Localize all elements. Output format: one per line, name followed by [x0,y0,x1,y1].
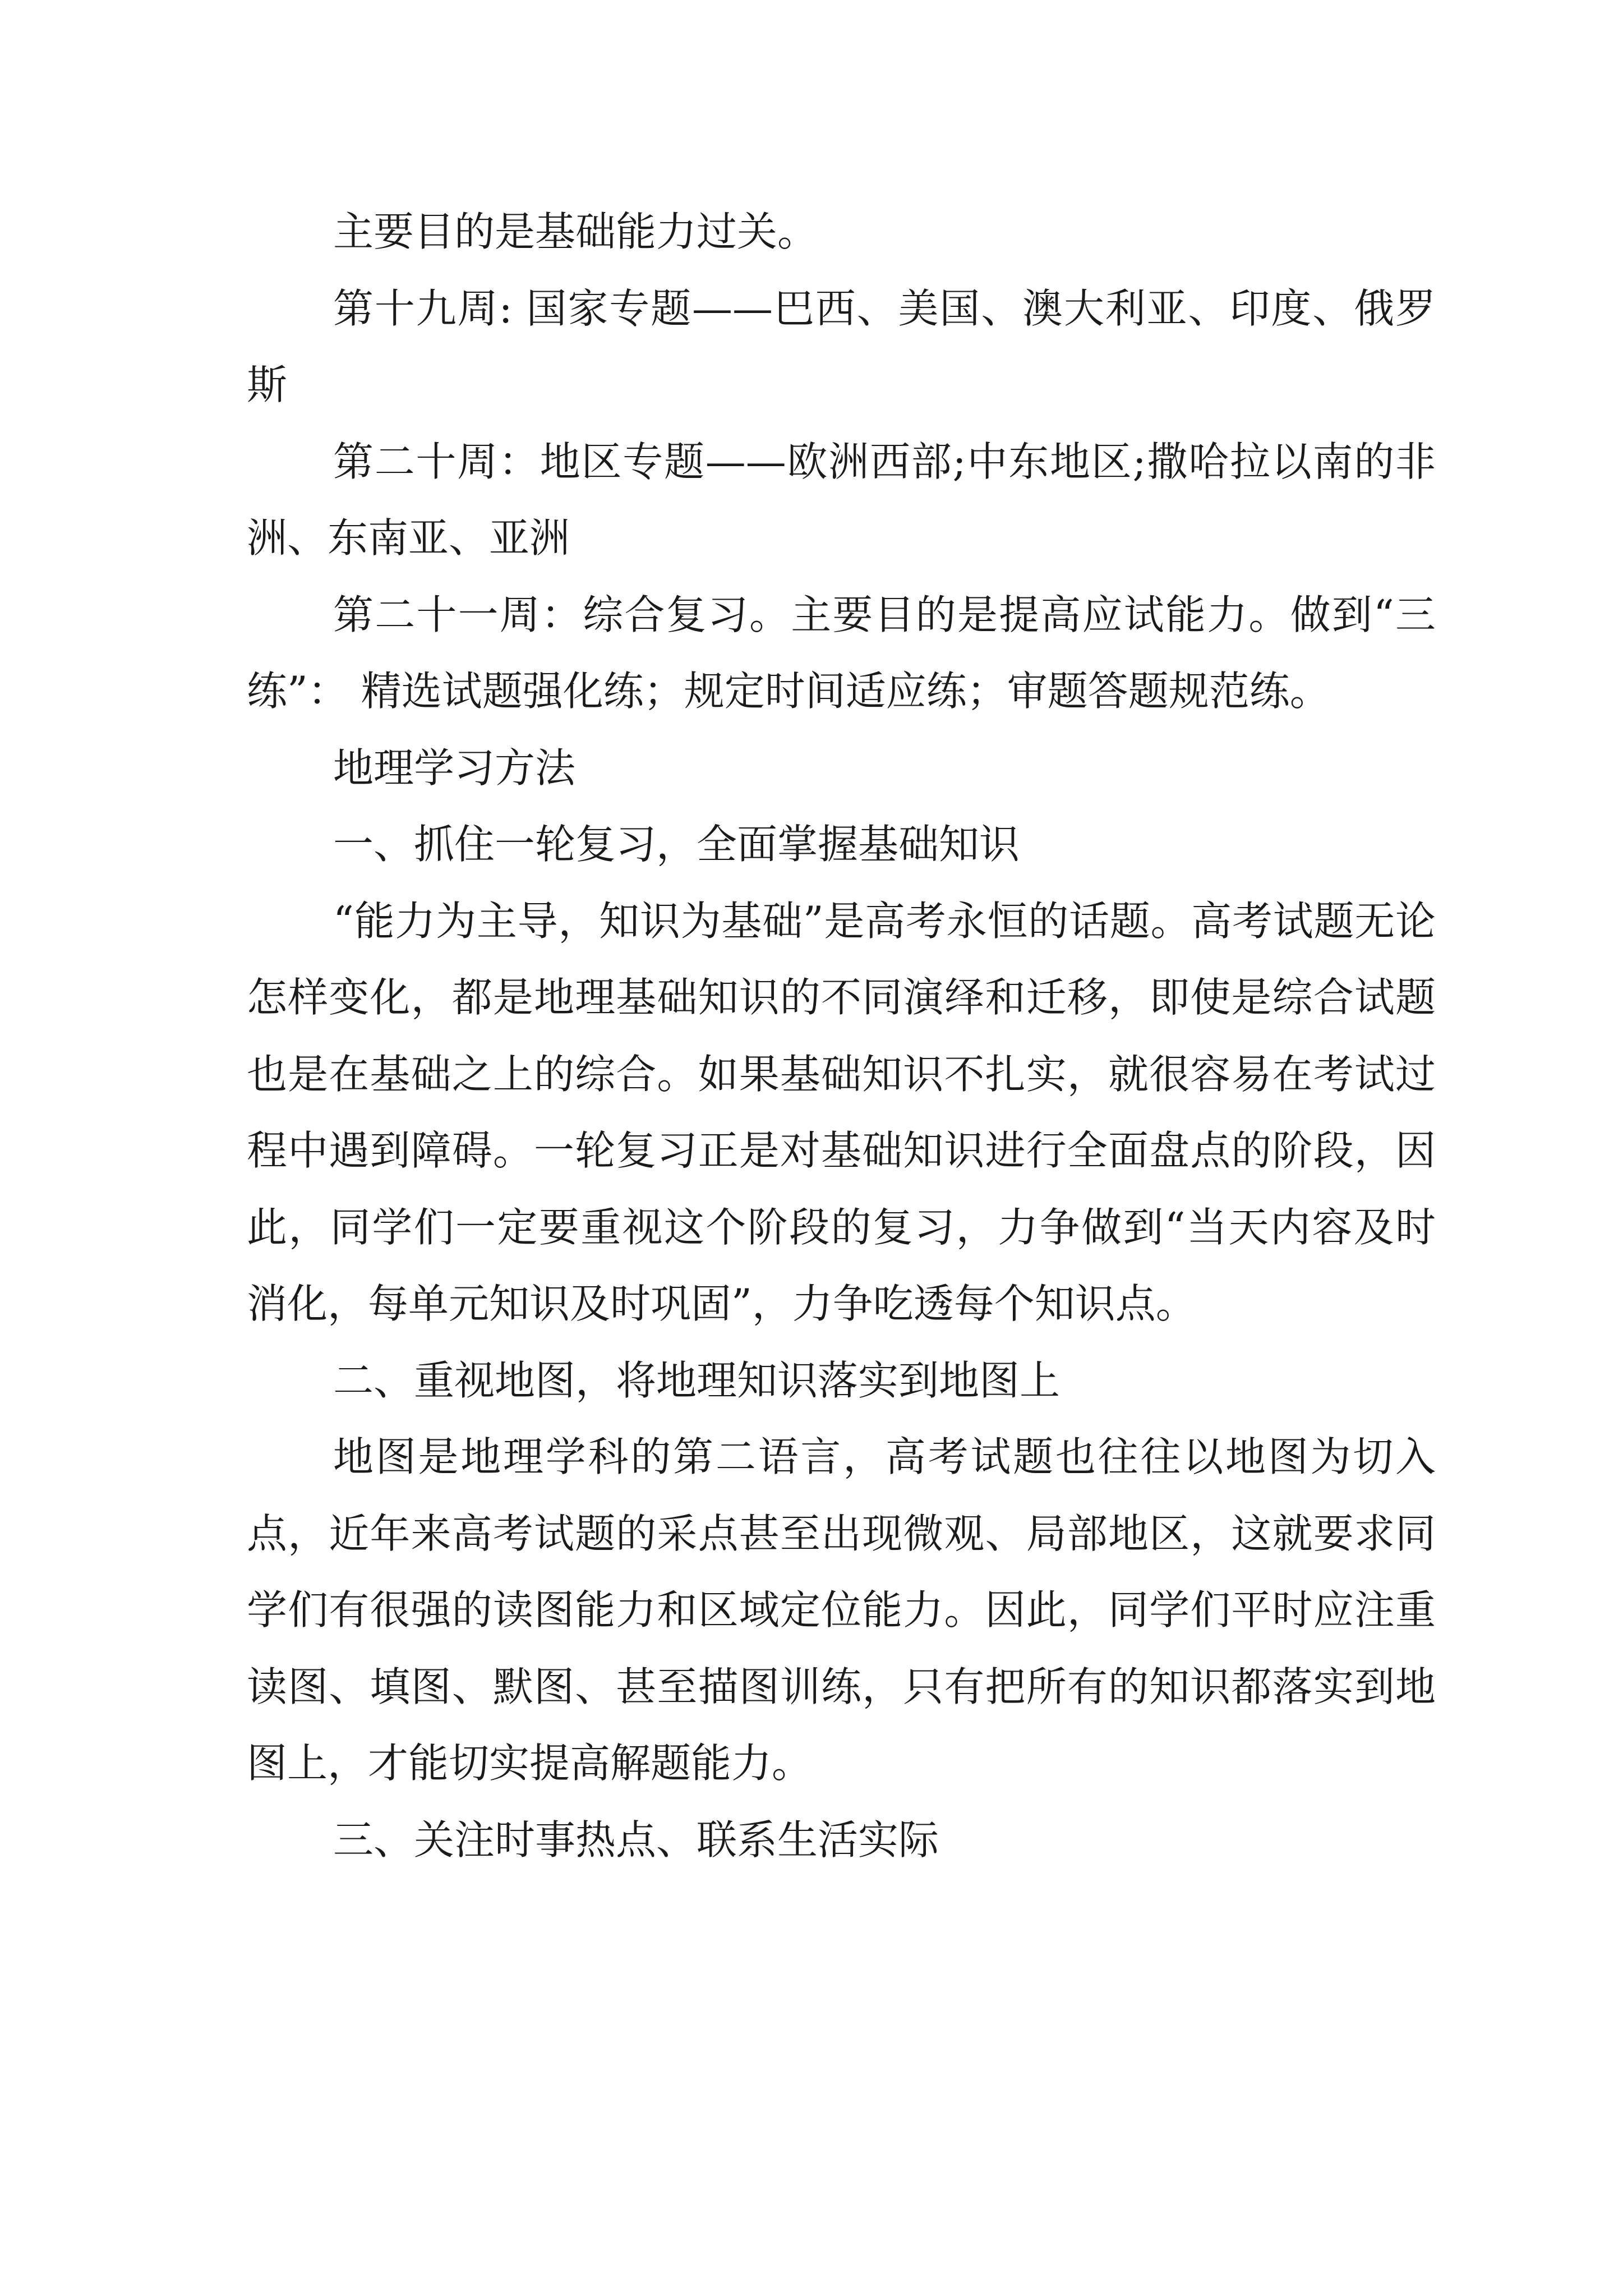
paragraph-week-19: 第十九周: 国家专题——巴西、美国、澳大利亚、印度、俄罗斯 [247,284,1436,408]
paragraph-week-21: 第二十一周：综合复习。主要目的是提高应试能力。做到“三练”： 精选试题强化练；规定时间适应练；审题答题规范练。 [247,591,1436,715]
paragraph-week-20: 第二十周：地区专题——欧洲西部;中东地区;撒哈拉以南的非洲、东南亚、亚洲 [247,438,1436,562]
paragraph-point-1: “能力为主导，知识为基础”是高考永恒的话题。高考试题无论怎样变化，都是地理基础知识的不同演绎和迁移，即使是综合试题也是在基础之上的综合。如果基础知识不扎实，就很容易在考试过程中遇到障碍。一轮复习正是对基础知识进行全面盘点的阶段，因此，同学们一定要重视这个阶段的复习，力争做到“当天内容及时消化，每单元知识及时巩固”，力争吃透每个知识点。 [247,897,1436,1327]
paragraph-goal: 主要目的是基础能力过关。 [333,208,818,255]
paragraph-point-2: 地图是地理学科的第二语言，高考试题也往往以地图为切入点，近年来高考试题的采点甚至出现微观、局部地区，这就要求同学们有很强的读图能力和区域定位能力。因此，同学们平时应注重读图、填图、默图、甚至描图训练，只有把所有的知识都落实到地图上，才能切实提高解题能力。 [247,1433,1436,1787]
heading-point-3: 三、关注时事热点、联系生活实际 [333,1816,939,1864]
heading-point-1: 一、抓住一轮复习，全面掌握基础知识 [333,821,1020,868]
section-heading-methods: 地理学习方法 [333,744,576,792]
heading-point-2: 二、重视地图，将地理知识落实到地图上 [333,1356,1061,1404]
document-body [247,194,1436,1878]
